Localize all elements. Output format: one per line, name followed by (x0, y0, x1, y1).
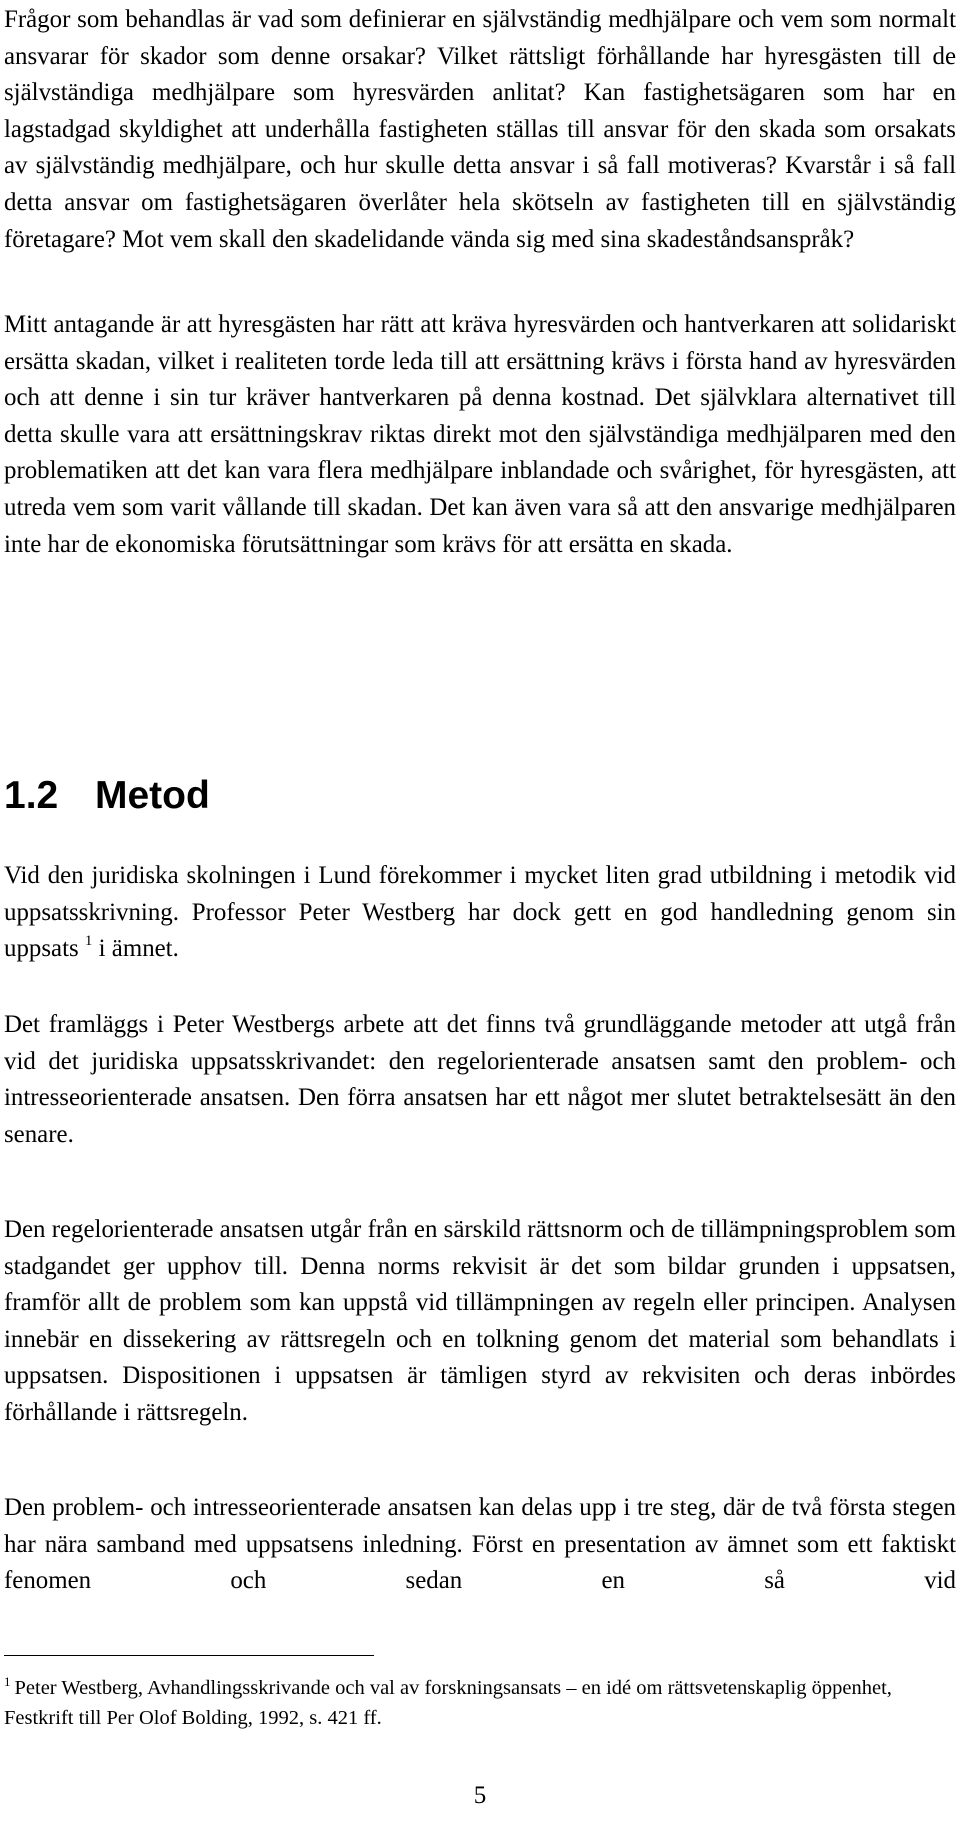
section-number: 1.2 (4, 774, 59, 817)
paragraph-method-intro-text: Vid den juridiska skolningen i Lund förekommer i mycket liten grad utbildning i metodik vid uppsatsskrivning. Professor Peter Westberg har dock gett en god handledning genom sin uppsats (4, 862, 956, 963)
footnote (4, 1673, 944, 1733)
section-heading (4, 772, 210, 820)
paragraph-rule-oriented: Den regelorienterade ansatsen utgår från en särskild rättsnorm och de tillämpningsproblem som stadgandet ger upphov till. Denna norms rekvisit är det som bildar grunden i uppsatsen, framför allt de problem som kan uppstå vid tillämpningen av regeln eller principen. Analysen innebär en dissekering av rättsregeln och en tolkning genom det material som behandlats i uppsatsen. Dispositionen i uppsatsen är tämligen styrd av rekvisiten och deras inbördes förhållande i rättsregeln. (4, 1216, 956, 1426)
footnote-text: Peter Westberg, Avhandlingsskrivande och val av forskningsansats – en idé om rättsvetenskaplig öppenhet, Festkrift till Per Olof Bolding, 1992, s. 421 ff. (4, 1677, 892, 1729)
paragraph-intro-questions: Frågor som behandlas är vad som definierar en självständig medhjälpare och vem som normalt ansvarar för skador som denne orsakar? Vilket rättsligt förhållande har hyresgästen till de självständiga medhjälpare som hyresvärden anlitat? Kan fastighetsägaren som har en lagstadgad skyldighet att underhålla fastigheten ställas till ansvar för den skada som orsakats av självständig medhjälpare, och hur skulle detta ansvar i så fall motiveras? Kvarstår i så fall detta ansvar om fastighetsägaren överlåter hela skötseln av fastigheten till en självständig företagare? Mot vem skall den skadelidande vända sig med sina skadeståndsanspråk? (4, 6, 956, 253)
page-number: 5 (473, 1782, 487, 1809)
paragraph-two-methods: Det framläggs i Peter Westbergs arbete att det finns två grundläggande metoder att utgå från vid det juridiska uppsatsskrivandet: den regelorienterade ansatsen samt den problem- och intresseorienterade ansatsen. Den förra ansatsen har ett något mer slutet betraktelsesätt än den senare. (4, 1011, 956, 1148)
footnote-marker: 1 (4, 1674, 11, 1689)
paragraph-assumption: Mitt antagande är att hyresgästen har rätt att kräva hyresvärden och hantverkaren att solidariskt ersätta skadan, vilket i realiteten torde leda till att ersättning krävs i första hand av hyresvärden och att denne i sin tur kräver hantverkaren på denna kostnad. Det självklara alternativet till detta skulle vara att ersättningskrav riktas direkt mot den självständiga medhjälparen med den problematiken att det kan vara flera medhjälpare inblandade och svårighet, för hyresgästen, att utreda vem som varit vållande till skadan. Det kan även vara så att den ansvarige medhjälparen inte har de ekonomiska förutsättningar som krävs för att ersätta en skada. (4, 311, 956, 558)
paragraph-method-intro-text-after: i ämnet. (92, 935, 179, 963)
section-title: Metod (95, 774, 210, 817)
paragraph-problem-oriented: Den problem- och intresseorienterade ansatsen kan delas upp i tre steg, där de två första stegen har nära samband med uppsatsens inledning. Först en presentation av ämnet som ett faktiskt fenomen och sedan en så vid (4, 1494, 956, 1595)
footnote-separator (4, 1655, 374, 1656)
paragraph-method-intro (4, 858, 956, 968)
footnote-reference[interactable]: 1 (84, 933, 93, 950)
